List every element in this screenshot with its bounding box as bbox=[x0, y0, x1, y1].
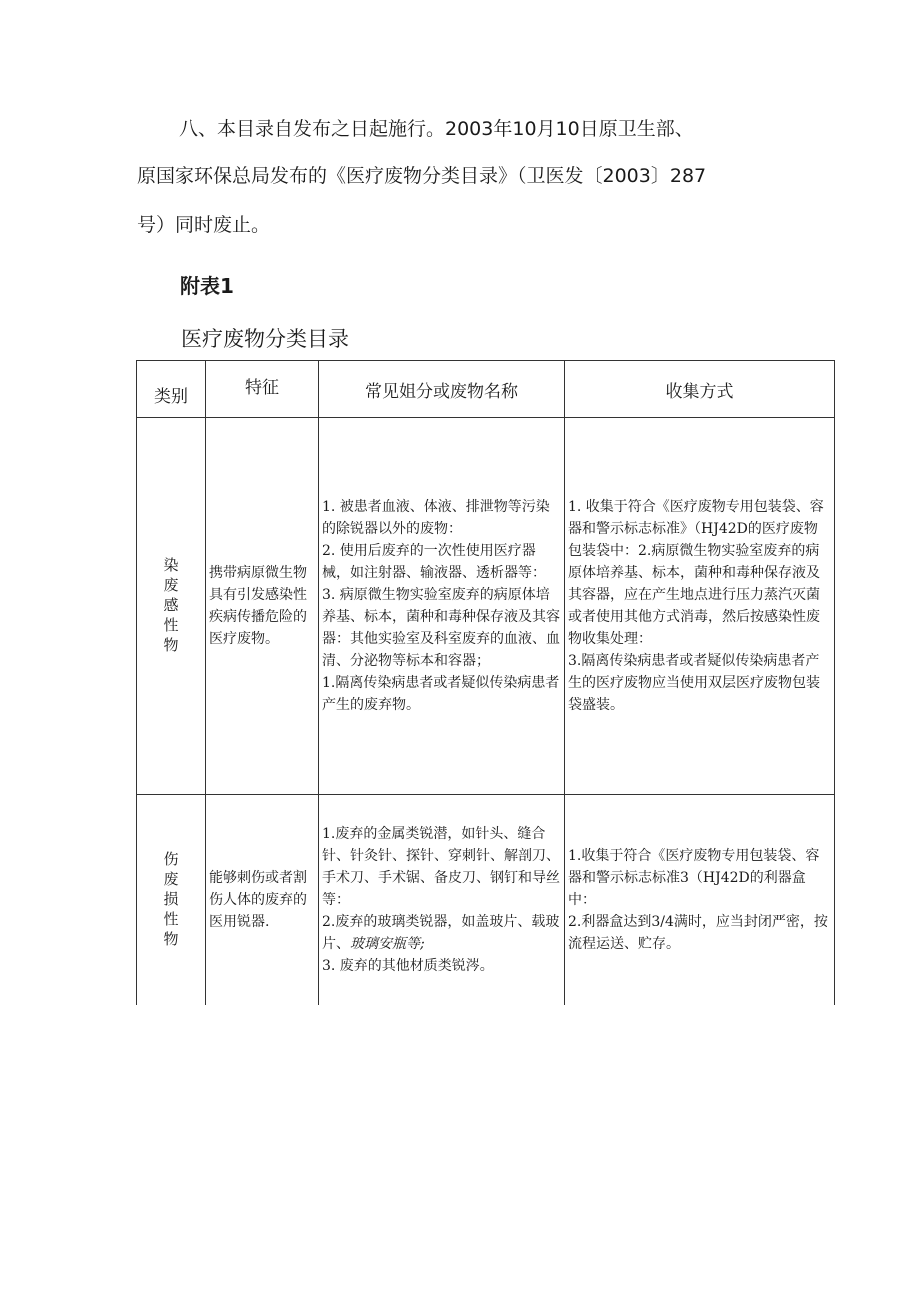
row-feature: 携带病原微生物具有引发感染性疾病传播危险的医疗废物。 bbox=[206, 418, 319, 795]
waste-classification-table bbox=[136, 360, 835, 1005]
row-items bbox=[319, 418, 565, 795]
list-item: 2.废弃的玻璃类锐器，如盖玻片、载玻片、玻璃安瓶等; bbox=[322, 914, 560, 952]
table-header-row bbox=[137, 361, 835, 418]
list-item: 1.废弃的金属类锐潜，如针头、缝合针、针灸针、探针、穿刺针、解剖刀、手术刀、手术锯、备皮刀、钢钉和导丝等： bbox=[322, 826, 560, 908]
row-category: 伤废损性物 bbox=[137, 795, 206, 1006]
row-collection bbox=[565, 418, 835, 795]
paragraph-8-cont-2: 号）同时废止。 bbox=[137, 214, 271, 236]
table-row bbox=[137, 418, 835, 795]
list-item: 3. 废弃的其他材质类锐涔。 bbox=[322, 958, 494, 974]
list-item: 3.隔离传染病患者或者疑似传染病患者产生的医疗废物应当使用双层医疗废物包装袋盛装。 bbox=[568, 653, 820, 713]
row-collection bbox=[565, 795, 835, 1006]
list-item: 3. 病原微生物实验室废弃的病原体培养基、标本，菌种和毒种保存液及其容器：其他实验室及科室废弃的血液、血清、分泌物等标本和容器； bbox=[322, 587, 560, 669]
list-item: 1. 收集于符合《医疗废物专用包装袋、容器和警示标志标准》（HJ42D的医疗废物包装袋中：2.病原微生物实验室废弃的病原体培养基、标本，菌种和毒种保存液及其容器，应在产生地点进行压力蒸汽灭菌或者使用其他方式消毒，然后按感染性废物收集处理： bbox=[568, 499, 824, 647]
table-title: 医疗废物分类目录 bbox=[181, 327, 349, 351]
table-row bbox=[137, 795, 835, 1006]
header-feature: 特征 bbox=[206, 361, 319, 418]
header-waste-name: 常见姐分或废物名称 bbox=[319, 361, 565, 418]
list-item: 1.隔离传染病患者或者疑似传染病患者产生的废弃物。 bbox=[322, 675, 560, 713]
list-item: 2. 使用后废弃的一次性使用医疗器械，如注射器、输液器、透析器等： bbox=[322, 543, 546, 581]
paragraph-8-cont-1: 原国家环保总局发布的《医疗废物分类目录》（卫医发〔2003〕287 bbox=[137, 165, 707, 187]
list-item: 1.收集于符合《医疗废物专用包装袋、容器和警示标志标准3（HJ42D的利器盒中： bbox=[568, 848, 820, 908]
row-category: 染废感性物 bbox=[137, 418, 206, 795]
header-category: 类别 bbox=[137, 361, 206, 418]
row-feature: 能够刺伤或者割伤人体的废弃的医用锐器. bbox=[206, 795, 319, 1006]
annex-label: 附表1 bbox=[180, 274, 234, 298]
list-item: 2.利器盒达到3/4满时，应当封闭严密，按流程运送、贮存。 bbox=[568, 914, 828, 952]
header-collection: 收集方式 bbox=[565, 361, 835, 418]
paragraph-8: 八、本目录自发布之日起施行。2003年10月10日原卫生部、 bbox=[179, 118, 694, 140]
list-item: 1. 被患者血液、体液、排泄物等污染的除锐器以外的废物： bbox=[322, 499, 550, 537]
row-items bbox=[319, 795, 565, 1006]
